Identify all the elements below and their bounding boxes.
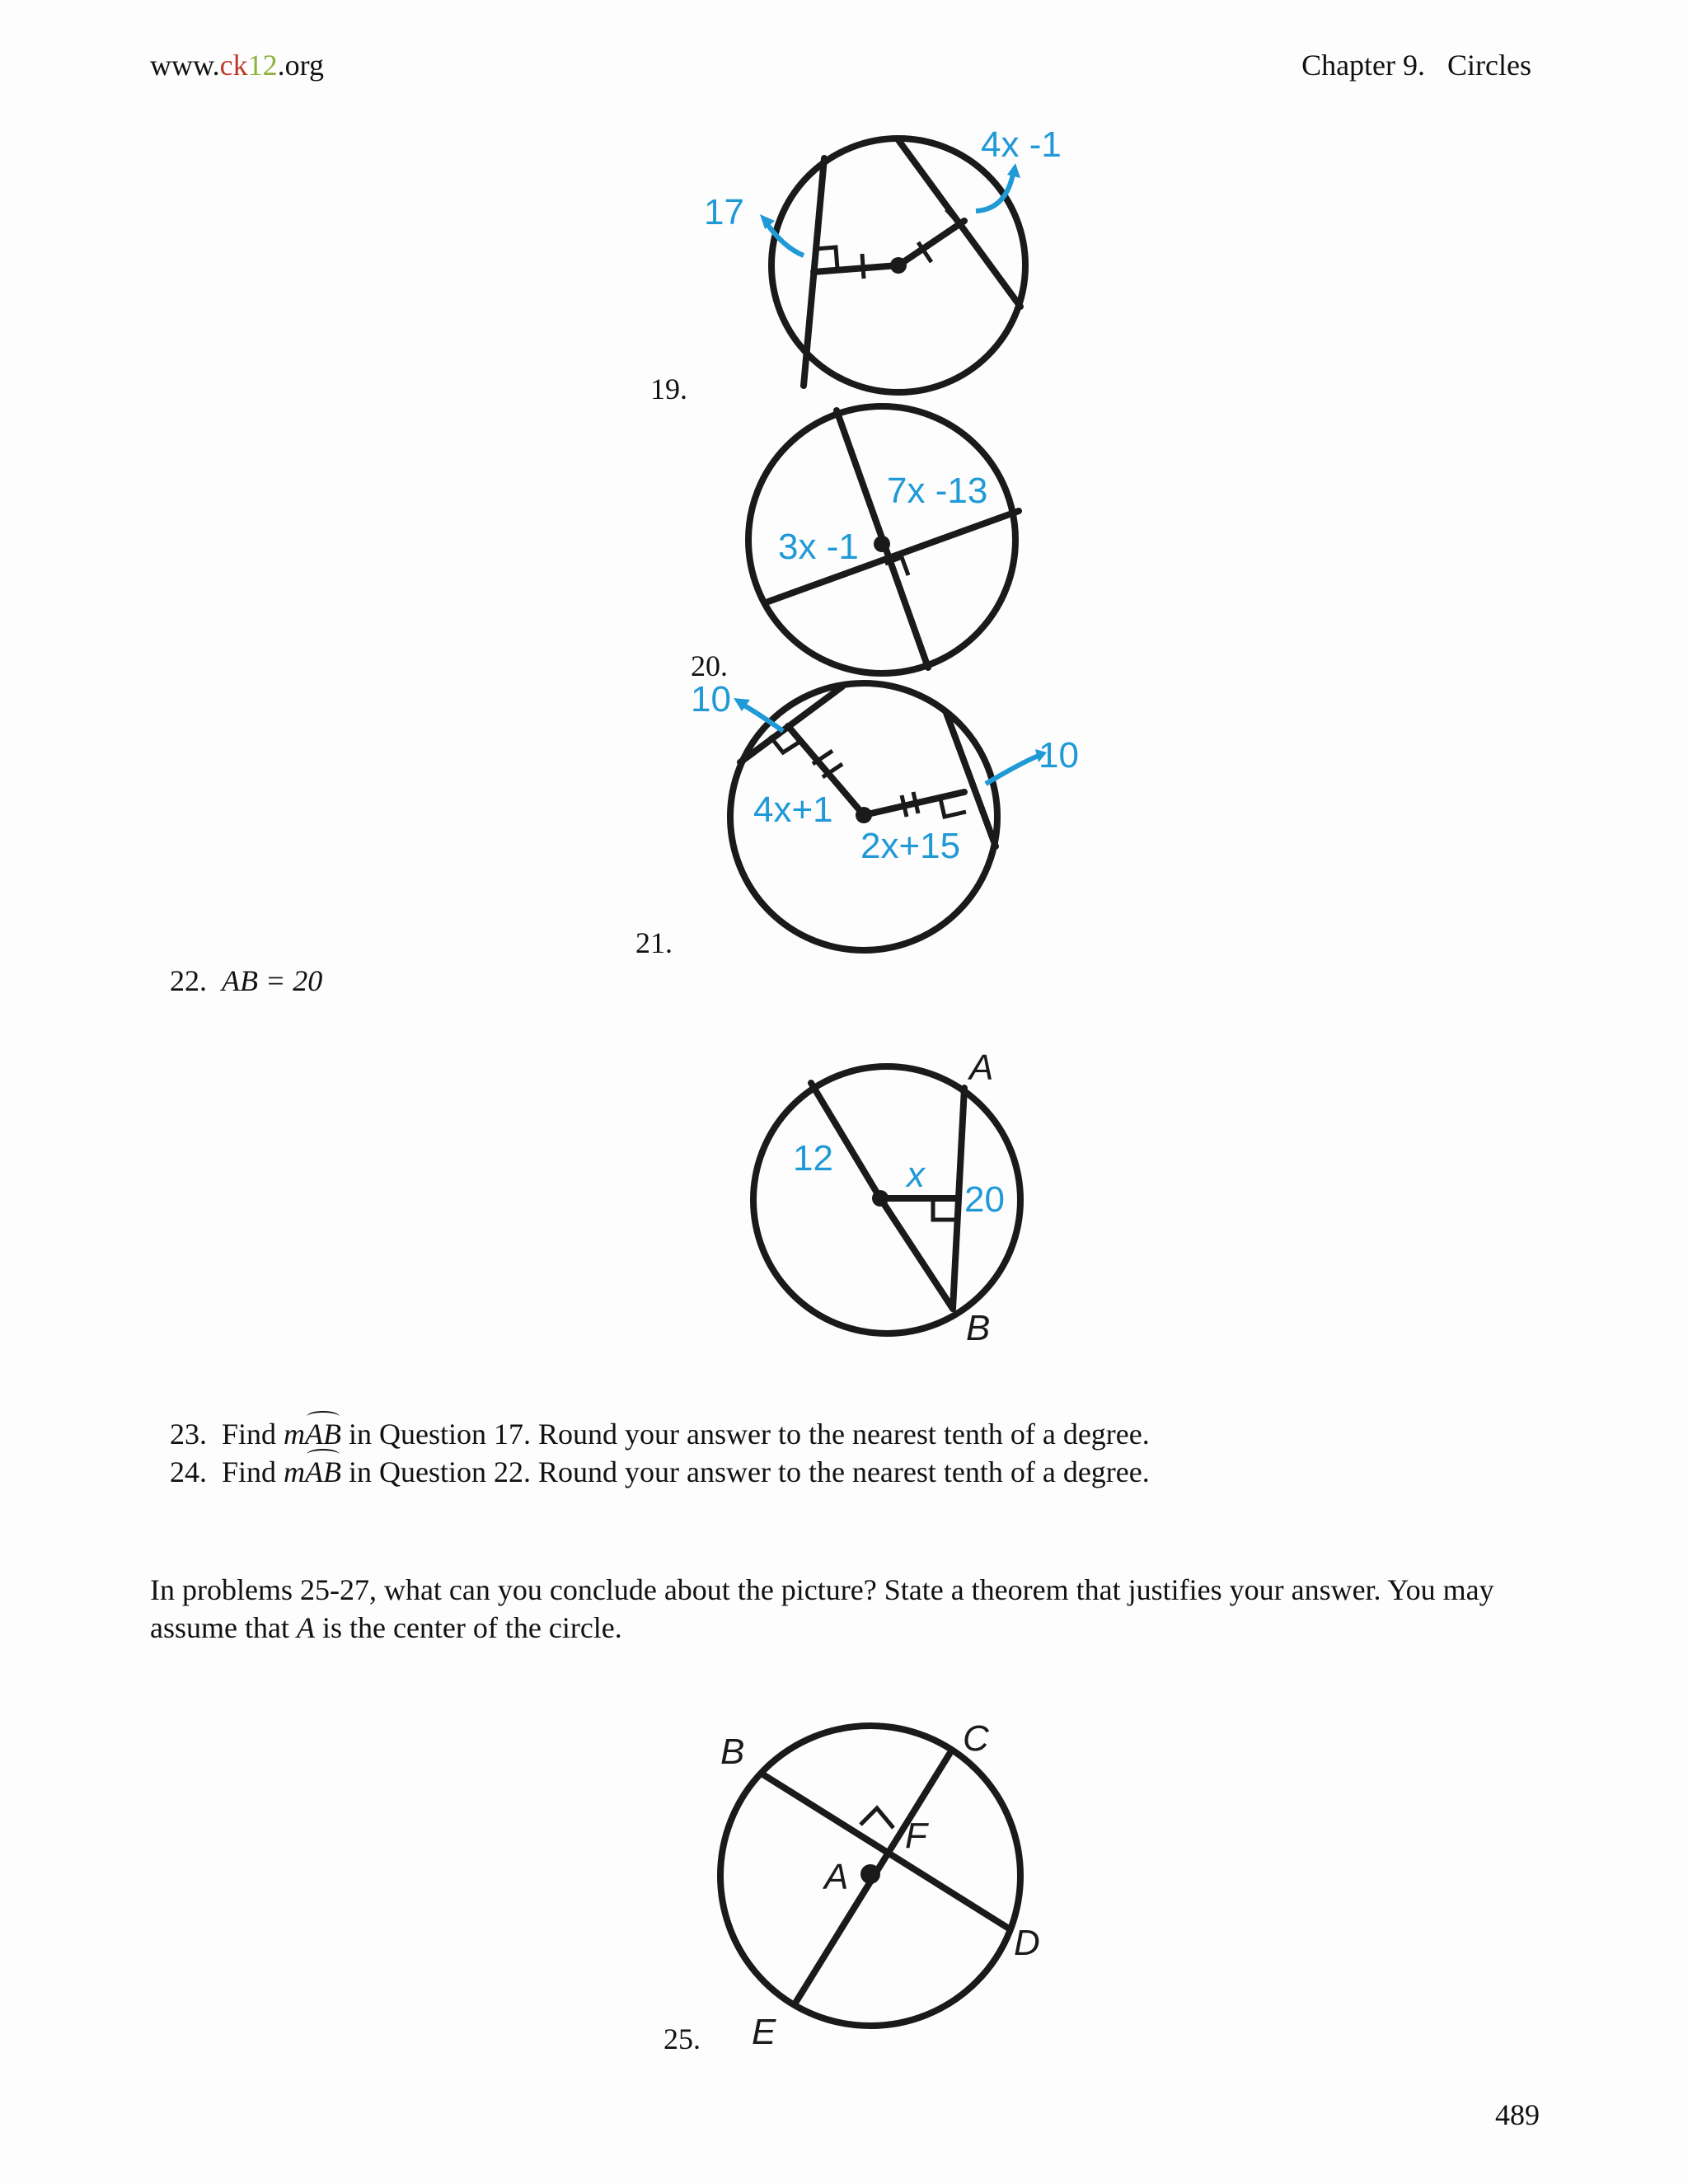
text-post: is the center of the circle. <box>314 1611 622 1644</box>
url-suffix: .org <box>277 49 324 82</box>
figure-22 <box>725 1047 1071 1360</box>
problem-24 <box>170 1454 1150 1490</box>
label-7x-13: 7x -13 <box>887 471 988 511</box>
point-A-22: A <box>969 1047 994 1088</box>
label-20: 20 <box>964 1179 1005 1220</box>
measure-m: m <box>284 1455 306 1488</box>
label-10-left: 10 <box>691 679 731 719</box>
problem-24-text: in Question 22. Round your answer to the nearest tenth of a degree. <box>341 1455 1150 1488</box>
figure-25 <box>709 1706 1055 2060</box>
problem-number-19: 19. <box>650 373 687 405</box>
point-B-22: B <box>966 1308 991 1348</box>
problem-22-equation: AB = 20 <box>222 964 323 997</box>
problem-23-text: in Question 17. Round your answer to the nearest tenth of a degree. <box>341 1418 1150 1451</box>
figure-20 <box>734 396 1047 684</box>
problem-number-25: 25. <box>663 2022 701 2055</box>
label-4x-1: 4x -1 <box>981 124 1062 165</box>
label-2x+15: 2x+15 <box>860 826 961 866</box>
point-B: B <box>720 1732 745 1772</box>
instructions-line-1: In problems 25-27, what can you conclude about the picture? State a theorem that justifies your answer. You may <box>150 1573 1494 1606</box>
problem-number-24: 24. <box>170 1455 207 1488</box>
label-3x-1: 3x -1 <box>778 527 859 567</box>
measure-m: m <box>284 1418 306 1451</box>
arc-AB: AB <box>305 1455 342 1488</box>
url-ck: ck <box>219 49 248 82</box>
problem-22-statement <box>170 963 322 999</box>
page-number: 489 <box>1495 2098 1540 2131</box>
label-x: x <box>907 1155 925 1195</box>
point-E: E <box>752 2012 776 2052</box>
label-4x+1: 4x+1 <box>753 790 833 830</box>
instructions-paragraph <box>150 1571 1541 1647</box>
problem-23 <box>170 1416 1150 1452</box>
find-text: Find <box>222 1455 284 1488</box>
site-url[interactable] <box>150 48 324 82</box>
label-10-right: 10 <box>1039 735 1079 776</box>
point-F: F <box>905 1816 927 1856</box>
point-C: C <box>963 1718 989 1759</box>
problem-number-21: 21. <box>635 926 673 959</box>
figure-19 <box>684 124 1080 404</box>
chapter-title: Chapter 9. Circles <box>1301 49 1531 82</box>
url-12: 12 <box>247 49 278 82</box>
point-A: A <box>824 1857 849 1897</box>
point-D: D <box>1014 1923 1040 1963</box>
figure-21 <box>684 672 1096 960</box>
text-pre: assume that <box>150 1611 297 1644</box>
problem-number-20: 20. <box>691 649 728 682</box>
find-text: Find <box>222 1418 284 1451</box>
url-prefix: www. <box>150 49 220 82</box>
instructions-line-2 <box>150 1609 1541 1647</box>
problem-number-23: 23. <box>170 1418 207 1451</box>
problem-number-22: 22. <box>170 964 207 997</box>
arc-AB: AB <box>305 1418 342 1451</box>
label-17: 17 <box>704 192 744 232</box>
var-A: A <box>296 1611 315 1644</box>
label-12: 12 <box>793 1138 833 1179</box>
